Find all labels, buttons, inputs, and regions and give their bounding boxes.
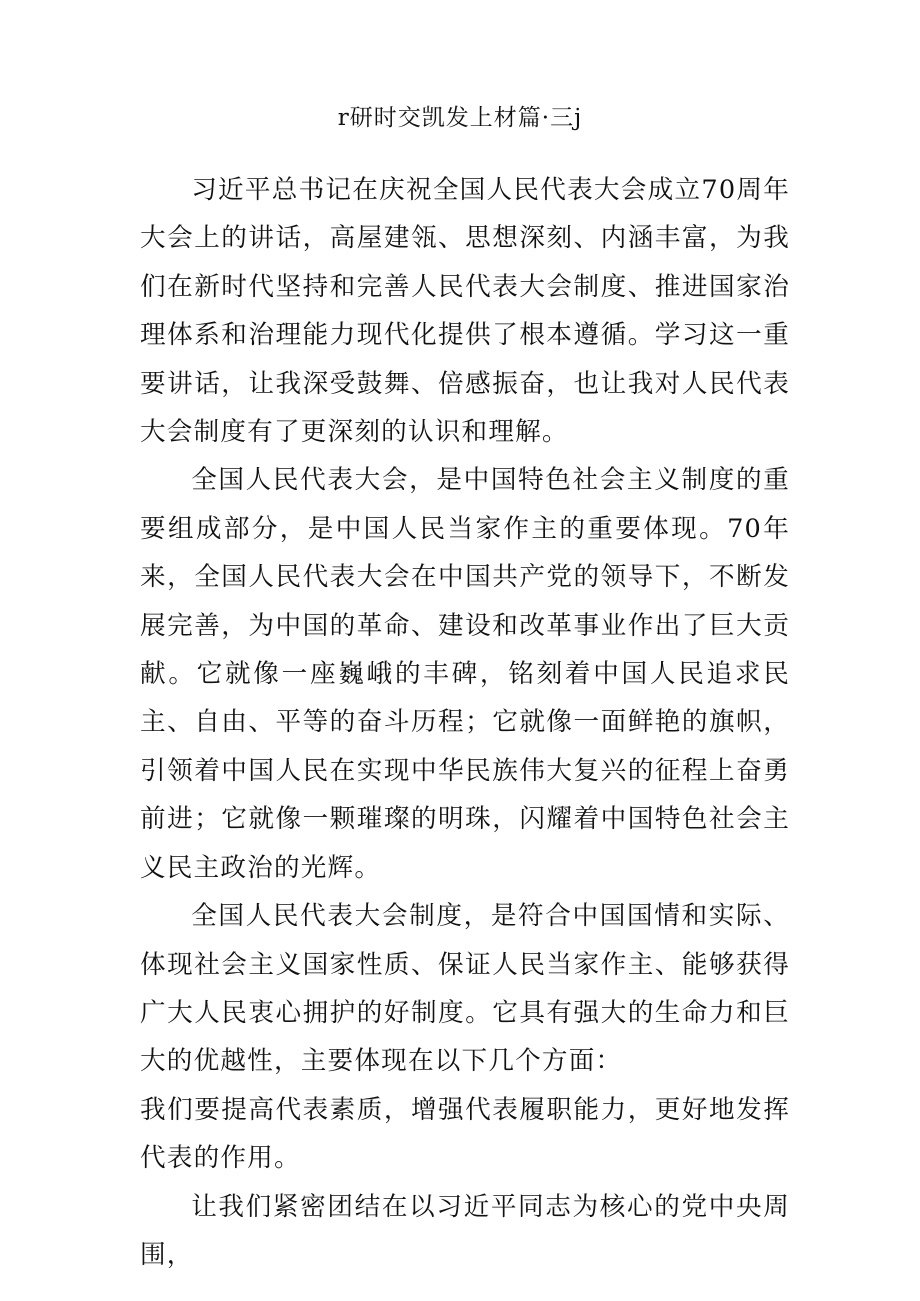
paragraph-npc-significance: 全国人民代表大会，是中国特色社会主义制度的重要组成部分，是中国人民当家作主的重要体现。70年来，全国人民代表大会在中国共产党的领导下，不断发展完善，为中国的革命、建设和改革事业作出了巨大贡献。它就像一座巍峨的丰碑，铭刻着中国人民追求民主、自由、平等的奋斗历程；它就像一面鲜艳的旗帜，引领着中国人民在实现中华民族伟大复兴的征程上奋勇前进；它就像一颗璀璨的明珠，闪耀着中国特色社会主义民主政治的光辉。	[140, 465, 790, 883]
document-title: r研时交凯发上材篇·三j	[337, 105, 583, 131]
document-body	[140, 166, 790, 1279]
paragraph-representative-quality: 我们要提高代表素质，增强代表履职能力，更好地发挥代表的作用。	[140, 1094, 790, 1174]
paragraph-closing: 让我们紧密团结在以习近平同志为核心的党中央周围，	[140, 1191, 790, 1270]
paragraph-intro: 习近平总书记在庆祝全国人民代表大会成立70周年大会上的讲话，高屋建瓴、思想深刻、内涵丰富，为我们在新时代坚持和完善人民代表大会制度、推进国家治理体系和治理能力现代化提供了根本遵循。学习这一重要讲话，让我深受鼓舞、倍感振奋，也让我对人民代表大会制度有了更深刻的认识和理解。	[140, 175, 790, 448]
paragraph-system-advantages: 全国人民代表大会制度，是符合中国国情和实际、体现社会主义国家性质、保证人民当家作主、能够获得广大人民衷心拥护的好制度。它具有强大的生命力和巨大的优越性，主要体现在以下几个方面：	[140, 901, 790, 1077]
